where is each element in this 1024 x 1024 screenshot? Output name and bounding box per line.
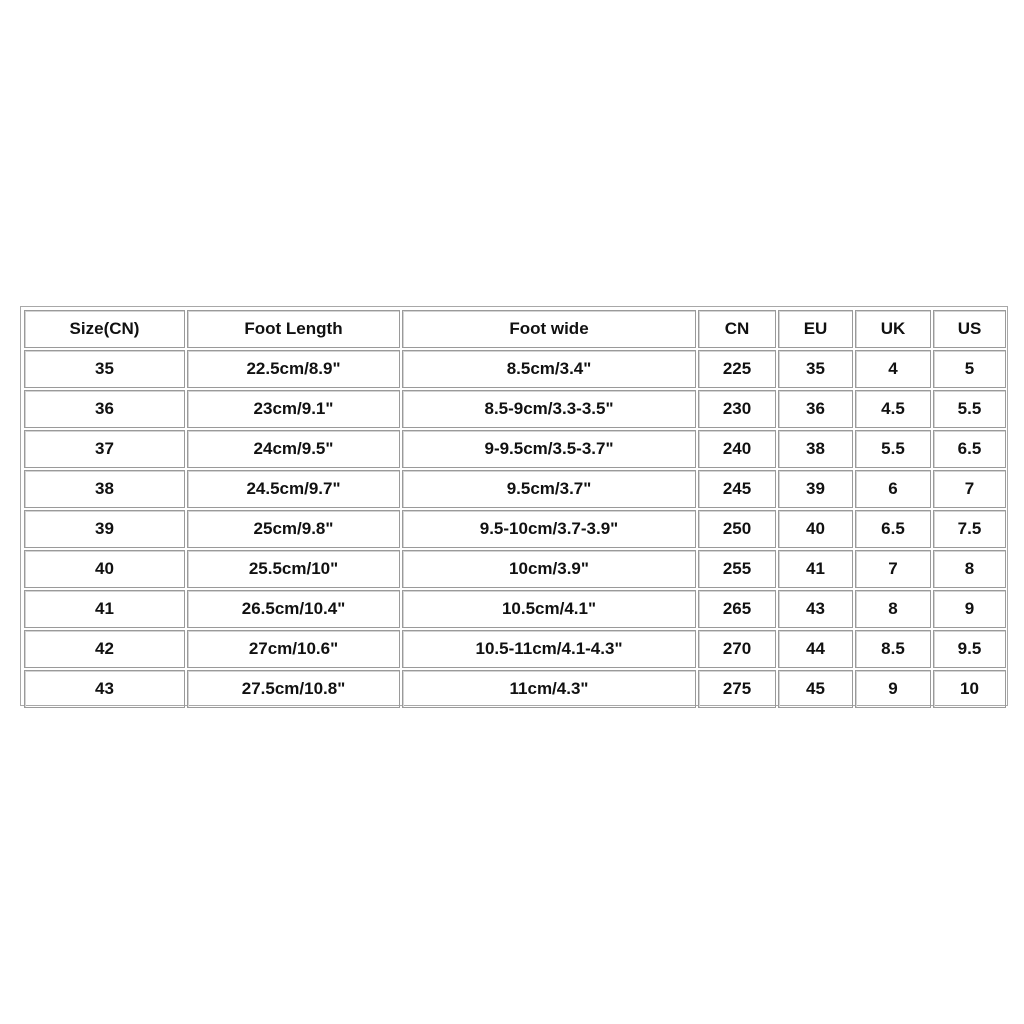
table-cell: 44 bbox=[778, 630, 853, 668]
table-cell: 8.5 bbox=[855, 630, 931, 668]
table-cell: 10cm/3.9" bbox=[402, 550, 696, 588]
table-cell: 35 bbox=[778, 350, 853, 388]
table-cell: 8 bbox=[855, 590, 931, 628]
table-cell: 240 bbox=[698, 430, 776, 468]
table-cell: 24.5cm/9.7" bbox=[187, 470, 400, 508]
table-cell: 6 bbox=[855, 470, 931, 508]
table-cell: 5 bbox=[933, 350, 1006, 388]
table-cell: 23cm/9.1" bbox=[187, 390, 400, 428]
table-cell: 25cm/9.8" bbox=[187, 510, 400, 548]
table-cell: 41 bbox=[24, 590, 185, 628]
table-cell: 245 bbox=[698, 470, 776, 508]
table-cell: 9 bbox=[933, 590, 1006, 628]
header-cell-us: US bbox=[933, 310, 1006, 348]
table-cell: 255 bbox=[698, 550, 776, 588]
table-cell: 24cm/9.5" bbox=[187, 430, 400, 468]
table-cell: 4.5 bbox=[855, 390, 931, 428]
table-cell: 275 bbox=[698, 670, 776, 708]
table-row bbox=[24, 630, 1006, 668]
header-cell-size-cn: Size(CN) bbox=[24, 310, 185, 348]
table-cell: 9 bbox=[855, 670, 931, 708]
table-cell: 43 bbox=[24, 670, 185, 708]
table-cell: 43 bbox=[778, 590, 853, 628]
header-cell-eu: EU bbox=[778, 310, 853, 348]
table-cell: 27cm/10.6" bbox=[187, 630, 400, 668]
table-cell: 11cm/4.3" bbox=[402, 670, 696, 708]
table-cell: 10 bbox=[933, 670, 1006, 708]
table-cell: 9.5cm/3.7" bbox=[402, 470, 696, 508]
header-cell-cn: CN bbox=[698, 310, 776, 348]
table-cell: 8 bbox=[933, 550, 1006, 588]
table-cell: 36 bbox=[24, 390, 185, 428]
table-cell: 265 bbox=[698, 590, 776, 628]
table-cell: 27.5cm/10.8" bbox=[187, 670, 400, 708]
table-row bbox=[24, 390, 1006, 428]
table-cell: 9.5-10cm/3.7-3.9" bbox=[402, 510, 696, 548]
table-cell: 6.5 bbox=[933, 430, 1006, 468]
table-cell: 8.5-9cm/3.3-3.5" bbox=[402, 390, 696, 428]
table-cell: 6.5 bbox=[855, 510, 931, 548]
table-cell: 40 bbox=[778, 510, 853, 548]
table-cell: 40 bbox=[24, 550, 185, 588]
table-cell: 9.5 bbox=[933, 630, 1006, 668]
table-cell: 42 bbox=[24, 630, 185, 668]
table-header-row bbox=[24, 310, 1006, 348]
table-cell: 7 bbox=[933, 470, 1006, 508]
header-cell-foot-wide: Foot wide bbox=[402, 310, 696, 348]
header-cell-foot-length: Foot Length bbox=[187, 310, 400, 348]
table-row bbox=[24, 590, 1006, 628]
table-row bbox=[24, 350, 1006, 388]
table-row bbox=[24, 670, 1006, 708]
table-cell: 5.5 bbox=[855, 430, 931, 468]
table-cell: 45 bbox=[778, 670, 853, 708]
size-chart-container bbox=[20, 306, 1008, 706]
table-row bbox=[24, 430, 1006, 468]
table-cell: 10.5-11cm/4.1-4.3" bbox=[402, 630, 696, 668]
table-row bbox=[24, 550, 1006, 588]
table-row bbox=[24, 470, 1006, 508]
size-chart-table bbox=[22, 308, 1008, 710]
table-cell: 22.5cm/8.9" bbox=[187, 350, 400, 388]
table-cell: 25.5cm/10" bbox=[187, 550, 400, 588]
table-cell: 10.5cm/4.1" bbox=[402, 590, 696, 628]
table-cell: 38 bbox=[24, 470, 185, 508]
table-cell: 37 bbox=[24, 430, 185, 468]
table-cell: 41 bbox=[778, 550, 853, 588]
table-cell: 39 bbox=[778, 470, 853, 508]
table-cell: 9-9.5cm/3.5-3.7" bbox=[402, 430, 696, 468]
table-cell: 39 bbox=[24, 510, 185, 548]
table-cell: 8.5cm/3.4" bbox=[402, 350, 696, 388]
table-cell: 225 bbox=[698, 350, 776, 388]
table-cell: 26.5cm/10.4" bbox=[187, 590, 400, 628]
table-cell: 36 bbox=[778, 390, 853, 428]
table-cell: 5.5 bbox=[933, 390, 1006, 428]
table-cell: 4 bbox=[855, 350, 931, 388]
table-cell: 7 bbox=[855, 550, 931, 588]
table-cell: 7.5 bbox=[933, 510, 1006, 548]
table-cell: 35 bbox=[24, 350, 185, 388]
table-row bbox=[24, 510, 1006, 548]
table-cell: 250 bbox=[698, 510, 776, 548]
table-cell: 270 bbox=[698, 630, 776, 668]
table-cell: 230 bbox=[698, 390, 776, 428]
header-cell-uk: UK bbox=[855, 310, 931, 348]
table-cell: 38 bbox=[778, 430, 853, 468]
